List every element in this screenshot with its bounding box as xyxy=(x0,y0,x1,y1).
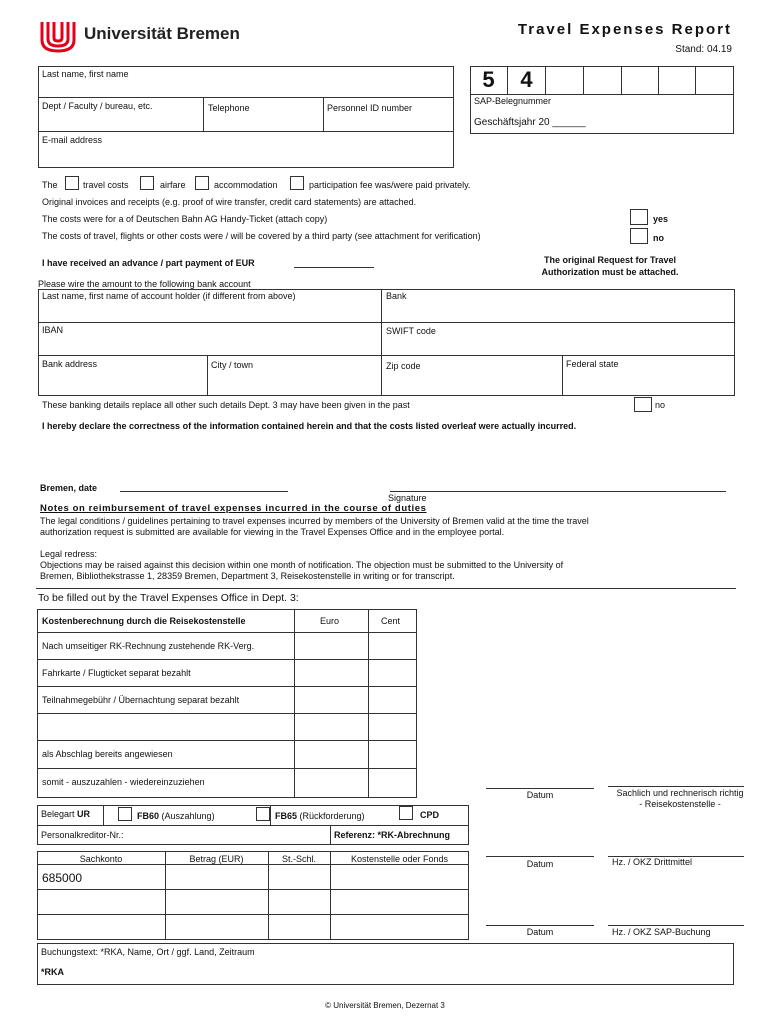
divider xyxy=(37,686,417,687)
personnel-id-field-label: Personnel ID number xyxy=(327,103,413,113)
divider xyxy=(38,97,454,98)
airfare-checkbox[interactable] xyxy=(140,176,154,190)
datum-signature-line[interactable] xyxy=(486,856,594,857)
advance-amount-field[interactable] xyxy=(294,267,374,268)
section-divider xyxy=(36,588,736,589)
fb60-checkbox[interactable] xyxy=(118,807,132,821)
table-row: Teilnahmegebühr / Übernachtung separat bezahlt xyxy=(42,695,240,705)
divider xyxy=(37,740,417,741)
bremen-date-label: Bremen, date xyxy=(40,483,98,493)
name-field[interactable] xyxy=(40,80,452,96)
table-row: somit - auszuzahlen - wiedereinzuziehen xyxy=(42,777,205,787)
stand-date: Stand: 04.19 xyxy=(675,44,732,55)
replace-details-text: These banking details replace all other such details Dept. 3 may have been given in the past xyxy=(42,400,410,410)
redress-heading: Legal redress: xyxy=(40,549,98,559)
divider xyxy=(37,659,417,660)
fb65-note: (Rückforderung) xyxy=(299,811,365,821)
okz-sap-label: Hz. / OKZ SAP-Buchung xyxy=(612,927,711,937)
fb65-text: FB65 xyxy=(275,811,298,821)
university-name: Universität Bremen xyxy=(84,24,240,43)
bank-block xyxy=(38,289,735,396)
authorization-note: The original Request for Travel xyxy=(543,255,677,265)
buchungstext-label: Buchungstext: *RKA, Name, Ort / ggf. Land, Zeitraum xyxy=(41,947,255,957)
divider xyxy=(203,97,204,131)
sap-digit-cell: 4 xyxy=(508,66,546,94)
signature-label: Signature xyxy=(388,493,427,503)
iban-field-label: IBAN xyxy=(42,325,64,335)
sap-digit-input[interactable] xyxy=(622,66,659,94)
redress-text: Bremen, Bibliothekstrasse 1, 28359 Bremen, Department 3, Reisekostenstelle in writing or for transcript. xyxy=(40,571,455,581)
table-header: Kostenberechnung durch die Reisekostenstelle xyxy=(42,616,246,626)
replace-details-no-checkbox[interactable] xyxy=(634,397,652,412)
notes-heading: Notes on reimbursement of travel expenses incurred in the course of duties xyxy=(40,503,427,514)
redress-text: Objections may be raised against this decision within one month of notification. The objection must be submitted to the University of xyxy=(40,560,564,570)
sap-belegnummer-label: SAP-Belegnummer xyxy=(474,96,552,106)
zip-field-label: Zip code xyxy=(386,361,421,371)
fb60-note: (Auszahlung) xyxy=(161,811,215,821)
authorization-note: Authorization must be attached. xyxy=(541,267,679,277)
datum-signature-line[interactable] xyxy=(486,925,594,926)
yes-label: yes xyxy=(653,214,669,224)
sap-digit-input[interactable] xyxy=(659,66,696,94)
divider xyxy=(103,805,104,825)
fb65-checkbox[interactable] xyxy=(256,807,270,821)
kostenstelle-header: Kostenstelle oder Fonds xyxy=(350,854,449,864)
table-row: als Abschlag bereits angewiesen xyxy=(42,749,173,759)
bahn-text: The costs were for a of Deutschen Bahn AG Handy-Ticket (attach copy) xyxy=(42,214,328,224)
date-field[interactable] xyxy=(120,491,288,492)
name-field-label: Last name, first name xyxy=(42,69,129,79)
third-party-text: The costs of travel, flights or other costs were / will be covered by a third party (see attachment for verification) xyxy=(42,231,481,241)
sap-digit-input[interactable] xyxy=(696,66,733,94)
email-field-label: E-mail address xyxy=(42,135,103,145)
city-field-label: City / town xyxy=(211,360,254,370)
airfare-label: airfare xyxy=(160,180,186,190)
fb65-label xyxy=(275,811,365,821)
table-row: Nach umseitiger RK-Rechnung zustehende RK-Verg. xyxy=(42,641,255,651)
declaration-text: I hereby declare the correctness of the information contained herein and that the costs listed overleaf were actually incurred. xyxy=(42,421,577,431)
divider xyxy=(37,889,469,890)
holder-field-label: Last name, first name of account holder (if different from above) xyxy=(42,291,296,301)
signature-field[interactable] xyxy=(390,491,726,492)
accommodation-label: accommodation xyxy=(214,180,278,190)
divider xyxy=(38,355,735,356)
divider xyxy=(330,825,331,845)
okz-sap-signature-line[interactable] xyxy=(608,925,744,926)
divider xyxy=(368,609,369,798)
belegart-text: Belegart xyxy=(41,809,75,819)
stschl-header: St.-Schl. xyxy=(281,854,316,864)
sachkonto-header: Sachkonto xyxy=(79,854,123,864)
sap-digit-input[interactable] xyxy=(584,66,622,94)
dept-field-label: Dept / Faculty / bureau, etc. xyxy=(42,101,153,111)
sachkonto-value: 685000 xyxy=(42,871,83,885)
footer-copyright: © Universität Bremen, Dezernat 3 xyxy=(325,1001,445,1010)
divider xyxy=(294,609,295,798)
datum-label: Datum xyxy=(526,927,554,937)
kreditor-label: Personalkreditor-Nr.: xyxy=(41,830,124,840)
divider xyxy=(381,289,382,396)
swift-field-label: SWIFT code xyxy=(386,326,436,336)
okz-dritt-label: Hz. / OKZ Drittmittel xyxy=(612,857,693,867)
table-row: Fahrkarte / Flugticket separat bezahlt xyxy=(42,668,191,678)
divider xyxy=(37,768,417,769)
divider xyxy=(323,97,324,131)
page-title: Travel Expenses Report xyxy=(517,21,732,38)
bank-field-label: Bank xyxy=(386,291,407,301)
third-party-yes-checkbox[interactable] xyxy=(630,209,648,225)
bank-address-label: Bank address xyxy=(42,359,98,369)
sap-digit-cell: 5 xyxy=(470,66,508,94)
geschaeftsjahr-label: Geschäftsjahr 20 ______ xyxy=(474,117,586,128)
divider xyxy=(38,131,454,132)
datum-label: Datum xyxy=(526,790,554,800)
bank-intro: Please wire the amount to the following bank account xyxy=(38,279,251,289)
belegart-label xyxy=(41,809,90,819)
participation-label: participation fee was/were paid privately. xyxy=(309,180,471,190)
referenz-label: Referenz: *RK-Abrechnung xyxy=(334,830,451,840)
sachlich-signature-line[interactable] xyxy=(608,786,744,787)
divider xyxy=(270,805,271,825)
office-heading: To be filled out by the Travel Expenses Office in Dept. 3: xyxy=(38,592,299,604)
university-logo xyxy=(40,18,76,54)
notes-text: The legal conditions / guidelines pertaining to travel expenses incurred by members of the University of Bremen valid at the time the travel xyxy=(40,516,589,526)
third-party-no-checkbox[interactable] xyxy=(630,228,648,244)
divider xyxy=(37,914,469,915)
datum-label: Datum xyxy=(526,859,554,869)
participation-checkbox[interactable] xyxy=(290,176,304,190)
no-label: no xyxy=(655,400,666,410)
divider xyxy=(207,355,208,396)
cpd-label: CPD xyxy=(420,810,440,820)
ur-text: UR xyxy=(77,809,91,819)
sap-digit-input[interactable] xyxy=(546,66,584,94)
accommodation-checkbox[interactable] xyxy=(195,176,209,190)
divider xyxy=(38,322,735,323)
cpd-checkbox[interactable] xyxy=(399,806,413,820)
telephone-field-label: Telephone xyxy=(208,103,250,113)
rka-label: *RKA xyxy=(41,967,65,977)
no-label: no xyxy=(653,233,664,243)
cent-header: Cent xyxy=(381,616,401,626)
advance-label: I have received an advance / part payment of EUR xyxy=(42,258,255,268)
costs-the-label: The xyxy=(42,180,58,190)
betrag-header: Betrag (EUR) xyxy=(189,854,244,864)
notes-text: authorization request is submitted are available for viewing in the Travel Expenses Office and in the employee portal. xyxy=(40,527,505,537)
invoices-text: Original invoices and receipts (e.g. proof of wire transfer, credit card statements) are attached. xyxy=(42,197,417,207)
fb60-label xyxy=(137,811,215,821)
datum-signature-line[interactable] xyxy=(486,788,594,789)
sachlich-label: Sachlich und rechnerisch richtig xyxy=(616,788,744,798)
divider xyxy=(37,713,417,714)
fb60-text: FB60 xyxy=(137,811,160,821)
sachlich-label: - Reisekostenstelle - xyxy=(639,799,721,809)
divider xyxy=(37,632,417,633)
euro-header: Euro xyxy=(320,616,340,626)
travel-costs-label: travel costs xyxy=(83,180,129,190)
email-field[interactable] xyxy=(40,146,452,166)
divider xyxy=(470,94,734,95)
divider xyxy=(562,355,563,396)
travel-costs-checkbox[interactable] xyxy=(65,176,79,190)
divider xyxy=(37,864,469,865)
divider xyxy=(37,825,469,826)
state-field-label: Federal state xyxy=(566,359,619,369)
